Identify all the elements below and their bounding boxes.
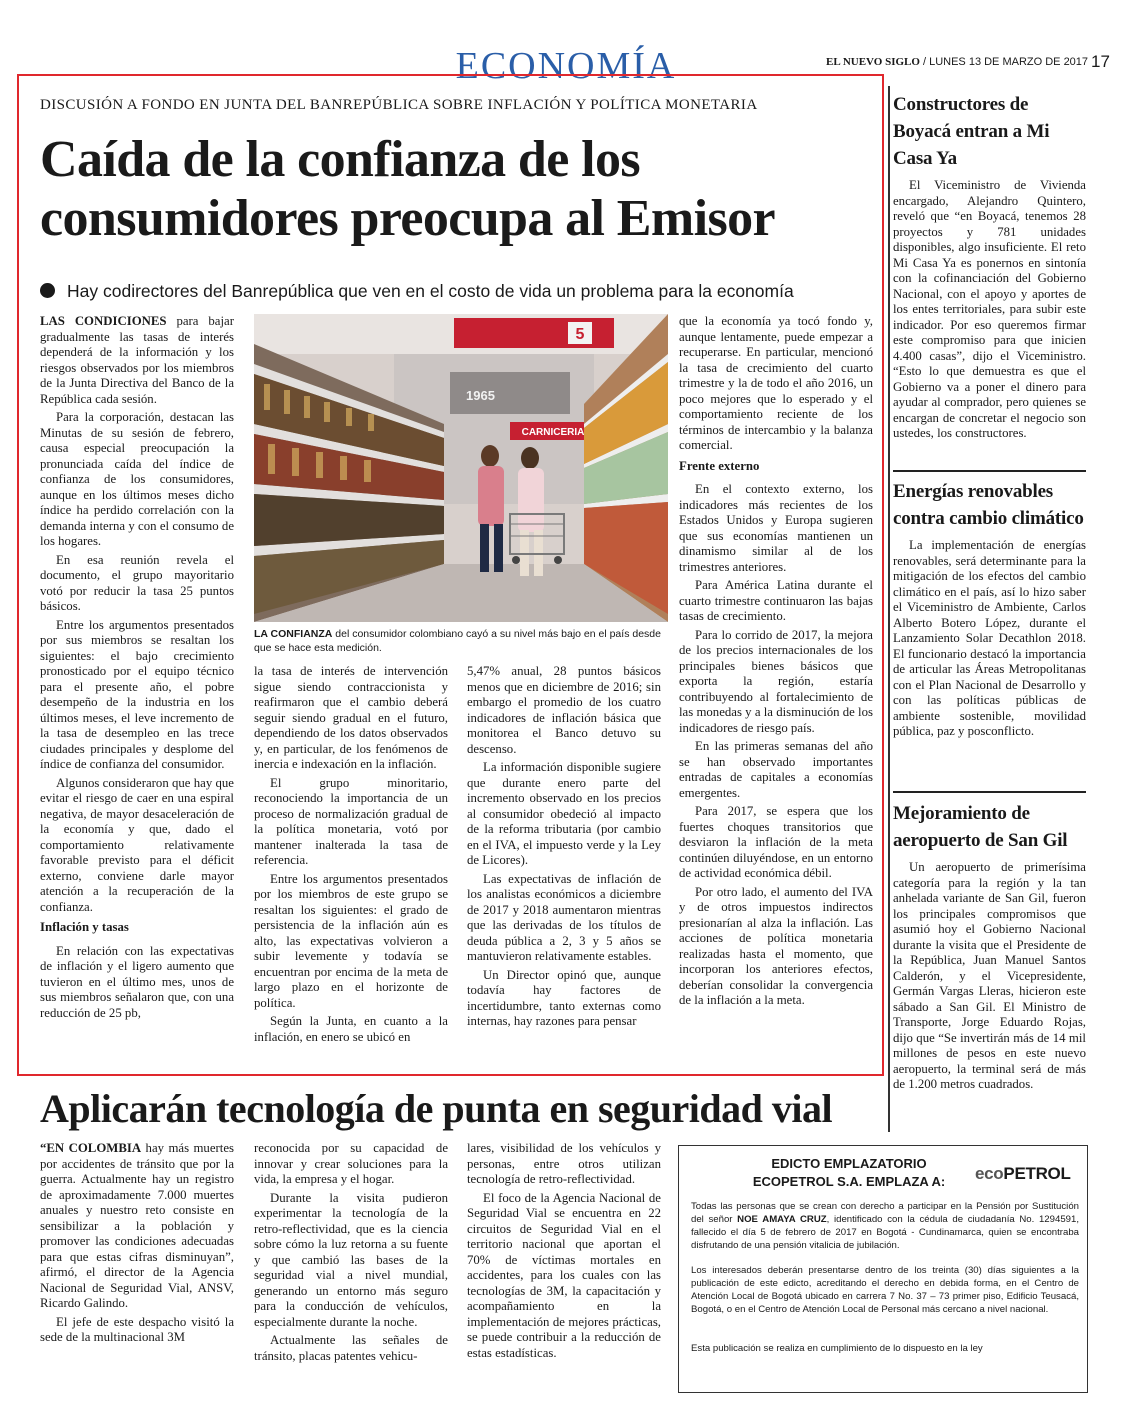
main-story-headline: Caída de la confianza de los consumidores preocupa al Emisor (40, 131, 775, 247)
article-paragraph: Para la corporación, destacan las Minutas de su sesión de febrero, causa especial preocupación la pronunciada caída del índice de confianza de los consumidores, aunque en los últimos meses dicho índice ha perdido correlación con la demanda interna y con el consumo de los hogares. (40, 410, 234, 548)
article-paragraph: Para lo corrido de 2017, la mejora de los precios internacionales de los principales bienes básicos que exporta la región, estaría contribuyendo al fortalecimiento de las monedas y a la disminución de los indicadores de riesgo país. (679, 627, 873, 735)
sidebar-text: Un aeropuerto de primerísima categoría para la región y la tan anhelada variante de San Gil, fueron los principales compromisos que asumió hoy el Gobierno Nacional durante la visita que el Presidente de la República, Juan Manuel Santos Calderón, y el Vicepresidente, Germán Vargas Lleras, hicieron este sábado a San Gil. El Ministro de Transporte, Jorge Eduardo Rojas, dijo que “Se invertirán más de 14 mil millones de pesos en este nuevo aeropuerto, la terminal será de más de 1.200 metros cuadrados. (893, 860, 1086, 1091)
second-story-column-1 (40, 1141, 234, 1349)
section-subhead: Inflación y tasas (40, 920, 129, 934)
article-paragraph: Entre los argumentos presentados por los miembros de este grupo se resaltan los siguientes: el grado de persistencia de la inflación aún es alto, las expectativas volvieron a subir levemente y todavía se encuentran por encima de la meta de largo plazo en el horizonte de política. (254, 871, 448, 1010)
wall-year: 1965 (466, 388, 495, 403)
bullet-icon (40, 283, 55, 298)
article-paragraph: la tasa de interés de intervención sigue siendo contraccionista y reafirmaron que el cambio deberá seguir siendo gradual en el futuro, dependiendo de los datos observados y, en particular, de los fenómenos de inercia e indexación en la inflación. (254, 664, 448, 771)
second-story-column-3 (467, 1141, 661, 1364)
second-story-column-2 (254, 1141, 448, 1367)
article-paragraph: Para América Latina durante el cuarto trimestre continuaron las bajas tasas de crecimiento. (679, 578, 873, 623)
article-paragraph: Las expectativas de inflación de los analistas económicos a diciembre de 2017 y 2018 aumentaron mientras que las derivadas de los títulos de deuda pública a 2, 3 y 5 años se mantuvieron relativamente estables. (467, 871, 661, 963)
article-paragraph: En esa reunión revela el documento, el grupo mayoritario votó por reducir la tasa 25 puntos básicos. (40, 552, 234, 613)
section-subhead: Frente externo (679, 458, 760, 473)
article-paragraph: La información disponible sugiere que durante enero parte del incremento observado en los precios al consumidor obedeció al impacto de la reforma tributaria (por cambio en el IVA, el impuesto verde y la Ley de Licores). (467, 760, 661, 867)
article-paragraph: reconocida por su capacidad de innovar y crear soluciones para la vida, la empresa y el hogar. (254, 1141, 448, 1186)
sidebar-headline: Constructores de Boyacá entran a Mi Casa Ya (893, 94, 1050, 169)
article-paragraph: Durante la visita pudieron experimentar la tecnología de la retro-reflectividad, que es la ciencia sobre cómo la luz retorna a su fuente y que cambió las bases de la seguridad vial a nivel mundial, generando un entorno más seguro para la conducción de vehículos, especialmente durante la noche. (254, 1190, 448, 1329)
legal-notice (678, 1145, 1088, 1393)
main-story-column-2 (254, 664, 448, 1048)
main-story-column-3 (467, 664, 661, 1033)
article-paragraph: El grupo minoritario, reconociendo la importancia de un proceso de normalización gradual de la política monetaria, votó por mantener inalterada la tasa de referencia. (254, 775, 448, 867)
article-paragraph: Para 2017, se espera que los fuertes choques transitorios que desviaron la inflación de la meta continúen diluyéndose, en un entorno de actividad económica débil. (679, 804, 873, 880)
article-paragraph: Algunos consideraron que hay que evitar el riesgo de caer en una espiral negativa, de mayor desaceleración de la economía y que, dado el comportamiento relativamente favorable previsto para el déficit externo, conviene darle mayor atención a la recuperación de la confianza. (40, 775, 234, 914)
banner-number: 5 (575, 326, 585, 343)
article-paragraph: Entre los argumentos presentados por sus miembros se resaltan los siguientes: el bajo crecimiento pronosticado por el equipo técnico para el presente año, el pobre desempeño de la industria en los últimos meses, el leve incremento de la tasa de desempleo en las trece ciudades principales y desplome del índice de confianza del consumidor. (40, 617, 234, 771)
main-story-subheadline (40, 281, 870, 302)
article-paragraph: El foco de la Agencia Nacional de Seguridad Vial se encuentra en 22 circuitos de Seguridad Vial en el territorio nacional que aportan el 70% de víctimas mortales en accidentes, para los cuales con las tecnologías de 3M, la capacitación y acompañamiento en la implementación de mejores prácticas, se puede contribuir a la reducción de estas estadísticas. (467, 1190, 661, 1360)
caption-text: del consumidor colombiano cayó a su nivel más bajo en el país desde que se hace esta medición. (254, 628, 661, 654)
article-paragraph: Un Director opinó que, aunque todavía hay factores de incertidumbre, tanto externas como internas, hay razones para pensar (467, 967, 661, 1028)
notice-subtitle: ECOPETROL S.A. EMPLAZA A: (752, 1174, 946, 1189)
supermarket-photo (254, 314, 668, 622)
article-paragraph: En el contexto externo, los indicadores más recientes de los Estados Unidos y Europa sugieren que sus economías mantienen un dinamismo similar al de los trimestres anteriores. (679, 482, 873, 574)
carniceria-sign: CARNICERIA (521, 427, 585, 438)
issue-date: / LUNES 13 DE MARZO DE 2017 (919, 56, 1089, 68)
article-paragraph: que la economía ya tocó fondo y, aunque lentamente, puede empezar a recuperarse. En particular, mencionó la tasa de crecimiento del cuarto trimestre y la de todo el año 2016, un poco mejores que lo esperado y el comportamiento reciente de los términos de intercambio y la balanza comercial. (679, 314, 873, 452)
ecopetrol-logo: ecoPETROL (975, 1164, 1071, 1183)
page-number: 17 (1091, 52, 1110, 71)
sidebar-story-energy (893, 478, 1086, 743)
article-paragraph: Actualmente las señales de tránsito, placas patentes vehicu- (254, 1333, 448, 1363)
sidebar-separator (893, 791, 1086, 793)
article-paragraph: En las primeras semanas del año se han observado importantes entradas de capitales a economías emergentes. (679, 739, 873, 800)
page-header-meta (826, 52, 1110, 72)
article-paragraph: En relación con las expectativas de inflación y el ligero aumento que tuvieron en el último mes, unos de sus miembros señalaron que, con una reducción de 25 pb, (40, 943, 234, 1020)
second-story-headline: Aplicarán tecnología de punta en seguridad vial (40, 1086, 833, 1131)
article-paragraph: lares, visibilidad de los vehículos y personas, entre otros utilizan tecnología de retro-reflectividad. (467, 1141, 661, 1186)
sidebar-headline: Energías renovables contra cambio climático (893, 481, 1084, 529)
main-story-column-4 (679, 314, 873, 1012)
sidebar-text: La implementación de energías renovables, será determinante para la mitigación de los efectos del cambio climático en el país, así lo hizo saber el Viceministro de Ambiente, Carlos Alberto Botero López, durante el Lanzamiento Solar Decathlon 2018. El funcionario destacó la importancia de articular las Áreas Metropolitanas con el Plan Nacional de Desarrollo y con las políticas públicas de ambiente sostenible, movilidad pública, paz y posconflicto. (893, 538, 1086, 738)
article-paragraph: “EN COLOMBIA hay más muertes por accidentes de tránsito que por la guerra. Actualmente hay un registro de aproximadamente 7.000 muertes anuales y nuestro reto consiste en sensibilizar a la población y promover las condiciones adecuadas para que estas cifras disminuyan”, afirmó, el director de la Agencia Nacional de Seguridad Vial, ANSV, Ricardo Galindo. (40, 1141, 234, 1310)
lead-in: “EN COLOMBIA (40, 1141, 142, 1155)
main-story-kicker: DISCUSIÓN A FONDO EN JUNTA DEL BANREPÚBLICA SOBRE INFLACIÓN Y POLÍTICA MONETARIA (40, 97, 758, 113)
publication-name: EL NUEVO SIGLO (826, 56, 920, 68)
sidebar-separator (893, 470, 1086, 472)
lead-in: LAS CONDICIONES (40, 314, 167, 328)
sidebar-text: El Viceministro de Vivienda encargado, Alejandro Quintero, reveló que “en Boyacá, tenemos 28 proyectos y 781 unidades disponibles, algo insuficiente. El reto Mi Casa Ya es ponernos en sintonía con la cofinanciación del Gobierno Nacional, con el apoyo y aportes de los entes territoriales, para subir este indicador. Por eso queremos firmar este compromiso para que inicien 4.400 casas”, dijo el Viceministro. “Esto lo que demuestra es que el Gobierno va a poner el dinero para ayudar al comprador, pero quienes se encargan de concretar el negocio son ustedes, los constructores. (893, 178, 1086, 440)
main-story-column-1 (40, 314, 234, 1024)
notice-title: EDICTO EMPLAZATORIO (771, 1156, 927, 1171)
article-paragraph: 5,47% anual, 28 puntos básicos menos que en diciembre de 2016; sin embargo el promedio de los cuatro indicadores de inflación básica que monitorea el Banco detuvo su descenso. (467, 664, 661, 756)
sidebar-story-airport (893, 800, 1086, 1096)
subheadline-text: Hay codirectores del Banrepública que ven en el costo de vida un problema para la economía (67, 281, 794, 301)
notice-paragraph: Los interesados deberán presentarse dentro de los treinta (30) días siguientes a la publicación de este edicto, acreditando el derecho en debida forma, en el Centro de Atención Local de Bogotá ubicado en carrera 7 No. 37 – 73 primer piso, Edificio Teusacá, Bogotá, o en el Centro de Atención Local de Personal más cercano a nivel nacional. (691, 1265, 1079, 1315)
notice-paragraph: Esta publicación se realiza en cumplimiento de lo dispuesto en la ley (691, 1343, 983, 1354)
article-paragraph: Según la Junta, en cuanto a la inflación, en enero se ubicó en (254, 1014, 448, 1044)
notice-person-name: NOE AMAYA CRUZ (737, 1214, 827, 1225)
article-paragraph: Por otro lado, el aumento del IVA y de otros impuestos indirectos presionarían al alza la inflación. Las acciones de política monetaria realizadas hasta el momento, que incorporan los anteriores efectos, deberían consolidar la convergencia de la inflación a la meta. (679, 884, 873, 1007)
sidebar-headline: Mejoramiento de aeropuerto de San Gil (893, 803, 1068, 851)
section-title: ECONOMÍA (455, 45, 677, 87)
photo-caption (254, 627, 668, 655)
notice-paragraph: Todas las personas que se crean con derecho a participar en la Pensión por Sustitución del señor NOE AMAYA CRUZ, identificado con la cédula de ciudadanía No. 1294591, fallecido el día 5 de febrero de 2017 en Bogotá - Cundinamarca, quien se encontraba disfrutando de una pensión vitalicia de jubilación. (691, 1201, 1079, 1251)
article-paragraph: LAS CONDICIONES para bajar gradualmente las tasas de interés dependerá de la información y los riesgos observados por los miembros de la Junta Directiva del Banco de la República cada sesión. (40, 314, 234, 406)
sidebar-story-housing (893, 91, 1086, 445)
caption-lead: LA CONFIANZA (254, 628, 333, 640)
article-paragraph: El jefe de este despacho visitó la sede de la multinacional 3M (40, 1314, 234, 1344)
sidebar-divider (888, 86, 890, 1132)
